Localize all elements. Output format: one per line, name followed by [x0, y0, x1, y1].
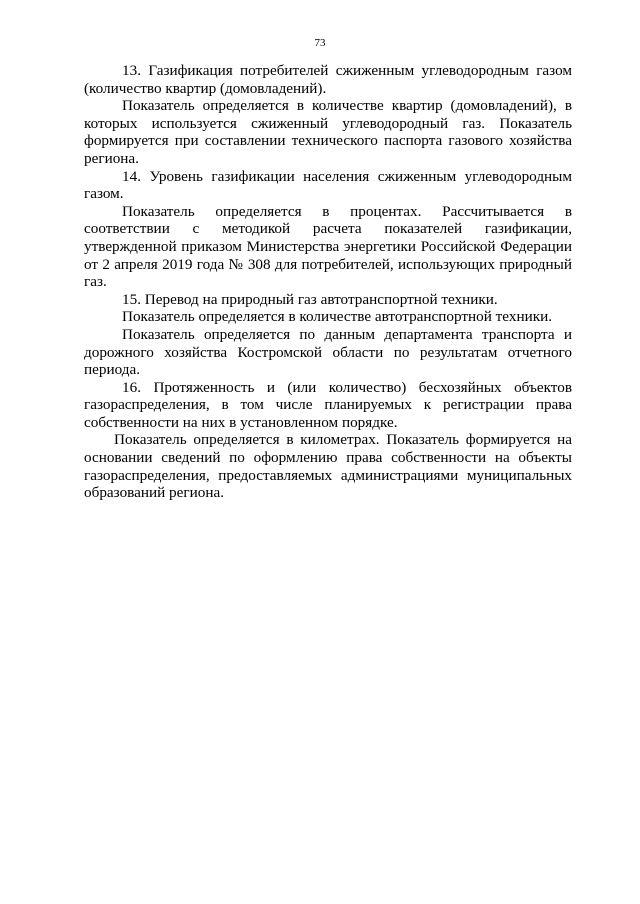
paragraph-14-heading: 14. Уровень газификации населения сжиженным углеводородным газом. [84, 167, 572, 203]
paragraph-15-heading: 15. Перевод на природный газ автотранспортной техники. [122, 290, 498, 308]
paragraph-13-description: Показатель определяется в количестве квартир (домовладений), в которых используется сжиженный углеводородный газ. Показатель формируется при составлении технического паспорта газового хозяйства региона. [84, 97, 572, 167]
document-body [84, 62, 572, 502]
paragraph-16-heading: 16. Протяженность и (или количество) бесхозяйных объектов газораспределения, в том числе планируемых к регистрации права собственности на них в установленном порядке. [84, 378, 572, 431]
paragraph-15-description: Показатель определяется в количестве автотранспортной техники. [122, 308, 553, 326]
paragraph-13-heading: 13. Газификация потребителей сжиженным углеводородным газом (количество квартир (домовладений). [84, 62, 572, 97]
paragraph-16-description: Показатель определяется в километрах. Показатель формируется на основании сведений по оформлению права собственности на объекты газораспределения, предоставляемых администрациями муниципальных образований региона. [84, 431, 572, 502]
paragraph-14-description: Показатель определяется в процентах. Рассчитывается в соответствии с методикой расчета показателей газификации, утвержденной приказом Министерства энергетики Российской Федерации от 2 апреля 2019 года № 308 для потребителей, использующих природный газ. [84, 202, 572, 291]
paragraph-15-source: Показатель определяется по данным департамента транспорта и дорожного хозяйства Костромской области по результатам отчетного периода. [84, 325, 572, 379]
page-number: 73 [314, 37, 326, 49]
